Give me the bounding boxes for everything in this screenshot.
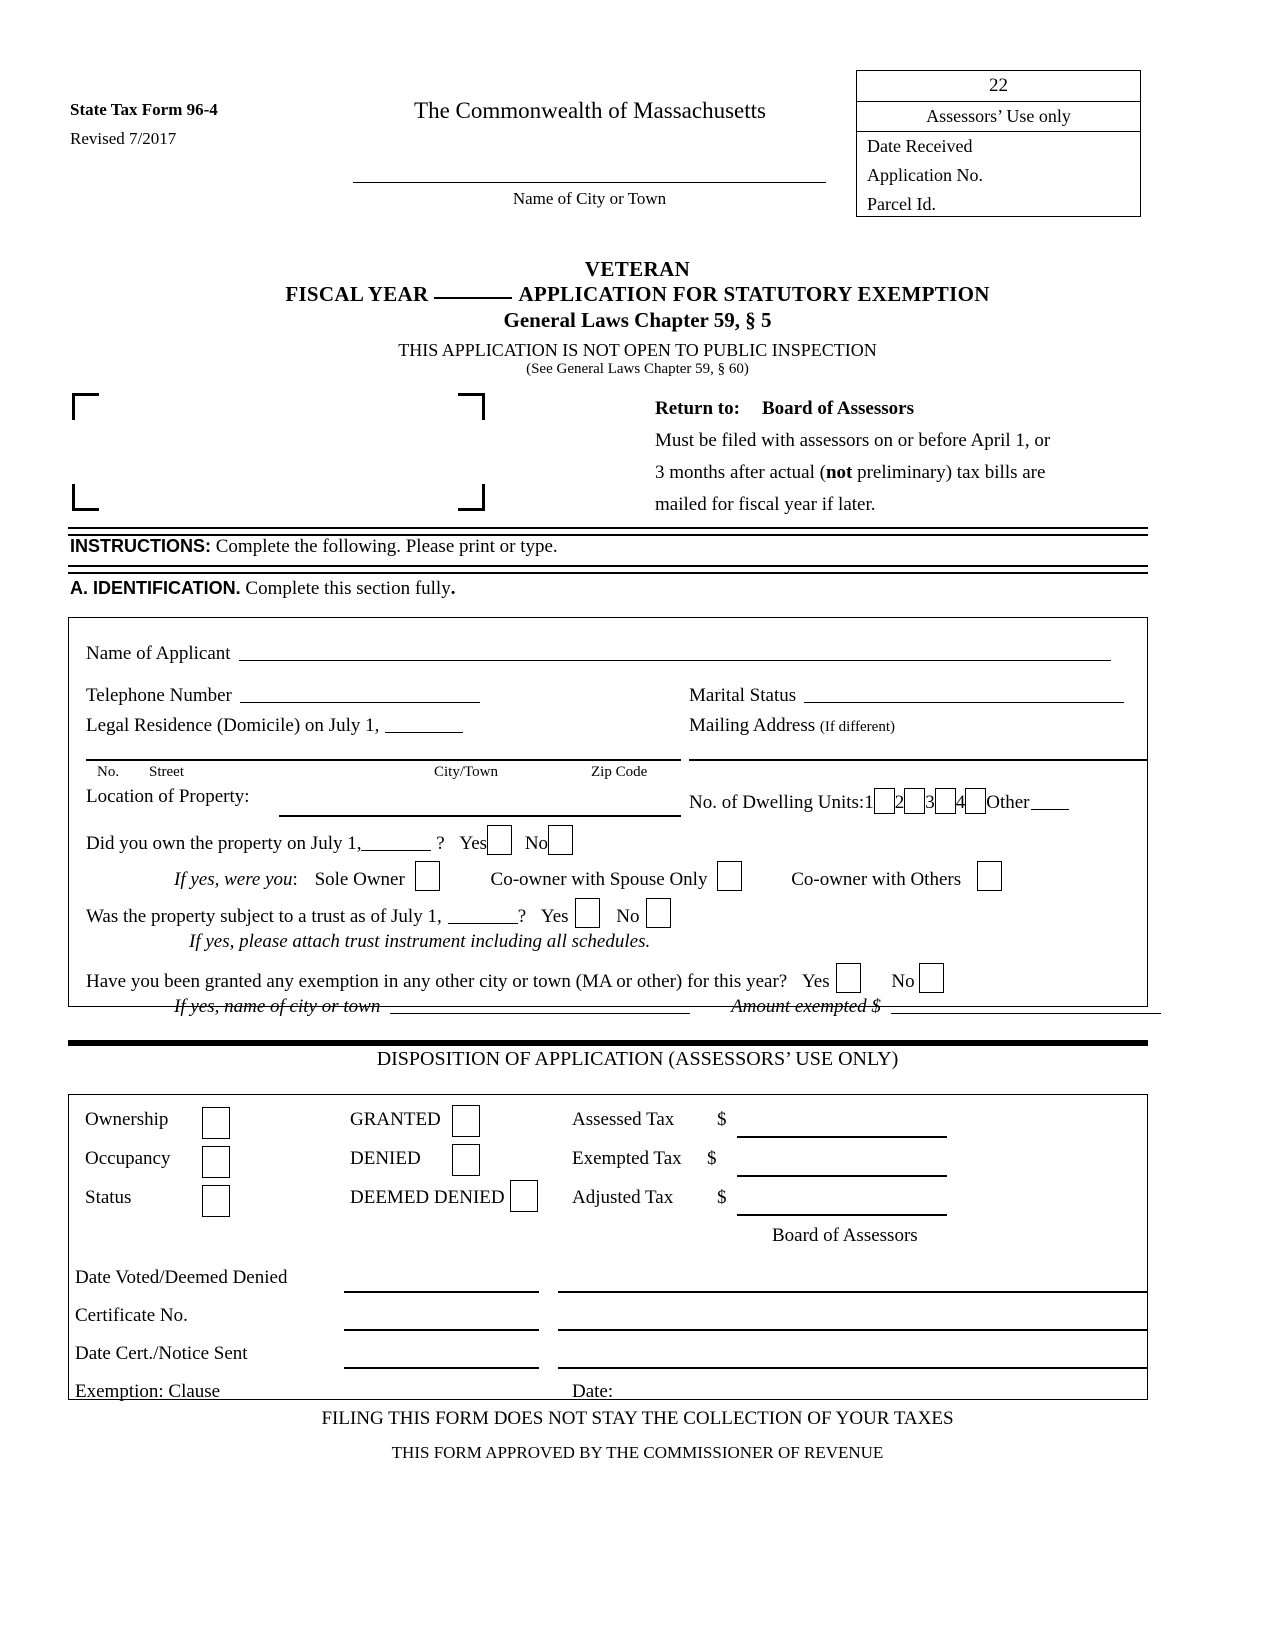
trust-question: Was the property subject to a trust as of July 1, <box>86 906 442 927</box>
disposition-label-ownership: Ownership <box>85 1109 169 1130</box>
instructions-rule-bottom <box>68 565 1148 574</box>
disposition-title: DISPOSITION OF APPLICATION (ASSESSORS’ USE ONLY) <box>376 1048 899 1070</box>
fiscal-year-label: FISCAL YEAR <box>285 282 429 306</box>
disposition-row-label-date-cert-sent: Date Cert./Notice Sent <box>75 1343 248 1364</box>
identification-box <box>68 617 1148 1017</box>
return-to-header <box>655 393 1135 425</box>
field-trust <box>86 898 671 928</box>
assessors-use-box <box>856 70 1141 217</box>
form-number: State Tax Form 96-4 <box>70 100 218 119</box>
disposition-label-deemed-denied: DEEMED DENIED <box>350 1187 505 1208</box>
sole-owner-label: Sole Owner <box>314 869 405 890</box>
trust-question-mark: ? <box>517 906 527 927</box>
title-veteran: VETERAN <box>584 257 691 281</box>
disposition-label-denied: DENIED <box>350 1148 421 1169</box>
disposition-dollar-exempted: $ <box>707 1148 717 1169</box>
location-of-property-input[interactable] <box>279 815 681 817</box>
trust-yes-label: Yes <box>540 906 569 927</box>
footer-notice-collection: FILING THIS FORM DOES NOT STAY THE COLLECTION OF YOUR TAXES <box>321 1408 954 1429</box>
field-mailing-address <box>689 715 895 737</box>
return-to-line-2-post: preliminary) tax bills are <box>852 462 1046 483</box>
legal-residence-address-rule[interactable] <box>86 759 681 761</box>
amount-exempted-label: Amount exempted $ <box>731 996 881 1017</box>
form-identifier <box>70 100 218 149</box>
dwelling-units-option-2: 2 <box>894 792 905 813</box>
disposition-row-label-date-voted: Date Voted/Deemed Denied <box>75 1267 288 1288</box>
instructions-line <box>70 536 558 558</box>
return-to-line-2 <box>655 457 1135 489</box>
other-exemption-city-input[interactable] <box>390 1013 690 1014</box>
mailing-window-bracket-bottom-left <box>72 484 99 511</box>
assessors-field-date-received[interactable]: Date Received <box>867 136 973 156</box>
own-property-year-input[interactable] <box>361 850 431 851</box>
co-owner-others-checkbox[interactable] <box>977 861 1002 891</box>
name-of-applicant-label: Name of Applicant <box>86 643 231 664</box>
mailing-address-rule[interactable] <box>689 759 1148 761</box>
own-property-no-checkbox[interactable] <box>548 825 573 855</box>
disposition-dollar-adjusted: $ <box>717 1187 727 1208</box>
dwelling-units-checkbox-1[interactable] <box>874 788 895 814</box>
co-owner-spouse-checkbox[interactable] <box>717 861 742 891</box>
disposition-input-date-cert-sent-short[interactable] <box>344 1367 539 1369</box>
dwelling-units-option-1: 1 <box>864 792 874 813</box>
disposition-row-label-date: Date: <box>572 1381 614 1402</box>
field-telephone-number <box>86 685 480 707</box>
fiscal-year-blank[interactable] <box>434 297 512 299</box>
other-exemption-yes-label: Yes <box>801 971 830 992</box>
disposition-checkbox-occupancy[interactable] <box>202 1146 230 1178</box>
marital-status-label: Marital Status <box>689 685 797 706</box>
dwelling-units-other-input[interactable] <box>1031 809 1069 810</box>
trust-no-label: No <box>616 906 640 927</box>
assessors-field-parcel-id[interactable]: Parcel Id. <box>867 194 936 214</box>
return-to-label: Return to: <box>655 398 740 419</box>
field-other-exemption <box>86 963 944 993</box>
address-caption-no: No. <box>97 764 120 780</box>
disposition-label-exempted-tax: Exempted Tax <box>572 1148 682 1169</box>
ownership-type-colon: : <box>292 869 298 890</box>
field-name-of-applicant <box>86 643 1111 665</box>
public-inspection-notice: THIS APPLICATION IS NOT OPEN TO PUBLIC INSPECTION <box>398 340 877 360</box>
marital-status-input[interactable] <box>804 702 1124 703</box>
mailing-window-bracket-top-right <box>458 393 485 420</box>
trust-yes-checkbox[interactable] <box>575 898 600 928</box>
assessors-box-number: 22 <box>857 71 1140 102</box>
disposition-row-label-certificate-no: Certificate No. <box>75 1305 188 1326</box>
disposition-label-granted: GRANTED <box>350 1109 441 1130</box>
section-a-period: . <box>450 578 456 599</box>
address-caption-street: Street <box>149 764 184 780</box>
city-town-label: Name of City or Town <box>512 189 667 208</box>
mailing-window-bracket-top-left <box>72 393 99 420</box>
address-caption-city: City/Town <box>434 764 498 780</box>
own-property-no-label: No <box>524 833 549 854</box>
co-owner-others-label: Co-owner with Others <box>791 869 962 890</box>
dwelling-units-label: No. of Dwelling Units: <box>689 792 865 813</box>
other-exemption-no-label: No <box>891 971 915 992</box>
ownership-type-prompt: If yes, were you <box>174 869 293 890</box>
return-to-line-3: mailed for fiscal year if later. <box>655 494 876 515</box>
own-property-question-mark: ? <box>436 833 445 854</box>
trust-year-input[interactable] <box>448 923 518 924</box>
disposition-checkbox-granted[interactable] <box>452 1105 480 1137</box>
field-legal-residence <box>86 715 463 737</box>
return-to-line-2-pre: 3 months after actual ( <box>655 462 826 483</box>
disposition-input-exempted-tax[interactable] <box>737 1175 947 1177</box>
dwelling-units-checkbox-2[interactable] <box>904 788 925 814</box>
public-inspection-citation: (See General Laws Chapter 59, § 60) <box>526 361 749 377</box>
disposition-label-occupancy: Occupancy <box>85 1148 171 1169</box>
title-general-laws: General Laws Chapter 59, § 5 <box>503 308 772 332</box>
legal-residence-label: Legal Residence (Domicile) on July 1, <box>86 715 380 736</box>
instructions-label: INSTRUCTIONS: <box>70 536 211 556</box>
disposition-input-date-cert-sent-long[interactable] <box>558 1367 1147 1369</box>
city-town-input-rule[interactable] <box>353 182 826 183</box>
field-marital-status <box>689 685 1124 707</box>
disposition-input-assessed-tax[interactable] <box>737 1136 947 1138</box>
disposition-label-status: Status <box>85 1187 132 1208</box>
return-to-recipient: Board of Assessors <box>761 398 914 419</box>
instructions-rule-top <box>68 527 1148 536</box>
section-a-text: Complete this section fully <box>245 578 451 599</box>
title-application-text: APPLICATION FOR STATUTORY EXEMPTION <box>518 282 990 306</box>
other-exemption-yes-checkbox[interactable] <box>836 963 861 993</box>
disposition-checkbox-ownership[interactable] <box>202 1107 230 1139</box>
disposition-label-adjusted-tax: Adjusted Tax <box>572 1187 674 1208</box>
co-owner-spouse-label: Co-owner with Spouse Only <box>490 869 708 890</box>
instructions-text: Complete the following. Please print or type. <box>215 536 558 557</box>
field-dwelling-units <box>689 788 1069 814</box>
disposition-input-certificate-no-short[interactable] <box>344 1329 539 1331</box>
disposition-input-date-voted-long[interactable] <box>558 1291 1147 1293</box>
disposition-separator-rule <box>68 1040 1148 1046</box>
trust-attachment-note: If yes, please attach trust instrument including all schedules. <box>189 931 651 952</box>
amount-exempted-input[interactable] <box>891 1013 1161 1014</box>
disposition-label-assessed-tax: Assessed Tax <box>572 1109 675 1130</box>
other-exemption-no-checkbox[interactable] <box>919 963 944 993</box>
commonwealth-title: The Commonwealth of Massachusetts <box>414 98 766 123</box>
section-a-label: A. IDENTIFICATION. <box>70 578 241 598</box>
legal-residence-year-input[interactable] <box>385 732 463 733</box>
form-revision-date: Revised 7/2017 <box>70 129 177 148</box>
title-application-line <box>0 282 1275 307</box>
disposition-checkbox-denied[interactable] <box>452 1144 480 1176</box>
mailing-window-bracket-bottom-right <box>458 484 485 511</box>
dwelling-units-checkbox-4[interactable] <box>965 788 986 814</box>
return-to-line-2-bold: not <box>825 462 853 483</box>
other-exemption-city-label: If yes, name of city or town <box>174 996 381 1017</box>
dwelling-units-option-4: 4 <box>955 792 966 813</box>
own-property-yes-checkbox[interactable] <box>487 825 512 855</box>
disposition-checkbox-status[interactable] <box>202 1185 230 1217</box>
other-exemption-question: Have you been granted any exemption in any other city or town (MA or other) for this year? <box>86 971 788 992</box>
own-property-yes-label: Yes <box>459 833 488 854</box>
dwelling-units-checkbox-3[interactable] <box>935 788 956 814</box>
disposition-input-date-voted-short[interactable] <box>344 1291 539 1293</box>
disposition-row-label-exemption-clause: Exemption: Clause <box>75 1381 221 1402</box>
return-to-block <box>655 393 1135 521</box>
mailing-address-note: (If different) <box>819 719 895 735</box>
field-ownership-type <box>174 861 1002 891</box>
address-caption-zip: Zip Code <box>591 764 648 780</box>
dwelling-units-other-label: Other <box>986 792 1030 813</box>
disposition-checkbox-deemed-denied[interactable] <box>510 1180 538 1212</box>
disposition-box <box>68 1094 1148 1400</box>
disposition-input-certificate-no-long[interactable] <box>558 1329 1147 1331</box>
disposition-input-adjusted-tax[interactable] <box>737 1214 947 1216</box>
own-property-question: Did you own the property on July 1, <box>86 833 362 854</box>
disposition-board-of-assessors-caption: Board of Assessors <box>772 1225 918 1246</box>
return-to-line-1: Must be filed with assessors on or before April 1, or <box>655 430 1051 451</box>
name-of-applicant-input[interactable] <box>239 660 1111 661</box>
field-other-exemption-details <box>174 996 1161 1018</box>
section-a-heading <box>70 578 455 600</box>
disposition-dollar-assessed: $ <box>717 1109 727 1130</box>
mailing-address-label: Mailing Address <box>689 715 816 736</box>
location-of-property-label: Location of Property: <box>86 786 250 807</box>
field-own-property <box>86 825 573 855</box>
footer-notice-approval: THIS FORM APPROVED BY THE COMMISSIONER OF REVENUE <box>391 1443 884 1462</box>
assessors-use-only-label: Assessors’ Use only <box>857 102 1140 132</box>
sole-owner-checkbox[interactable] <box>415 861 440 891</box>
telephone-number-input[interactable] <box>240 702 480 703</box>
trust-no-checkbox[interactable] <box>646 898 671 928</box>
assessors-field-application-no[interactable]: Application No. <box>867 165 983 185</box>
telephone-number-label: Telephone Number <box>86 685 232 706</box>
dwelling-units-option-3: 3 <box>925 792 935 813</box>
